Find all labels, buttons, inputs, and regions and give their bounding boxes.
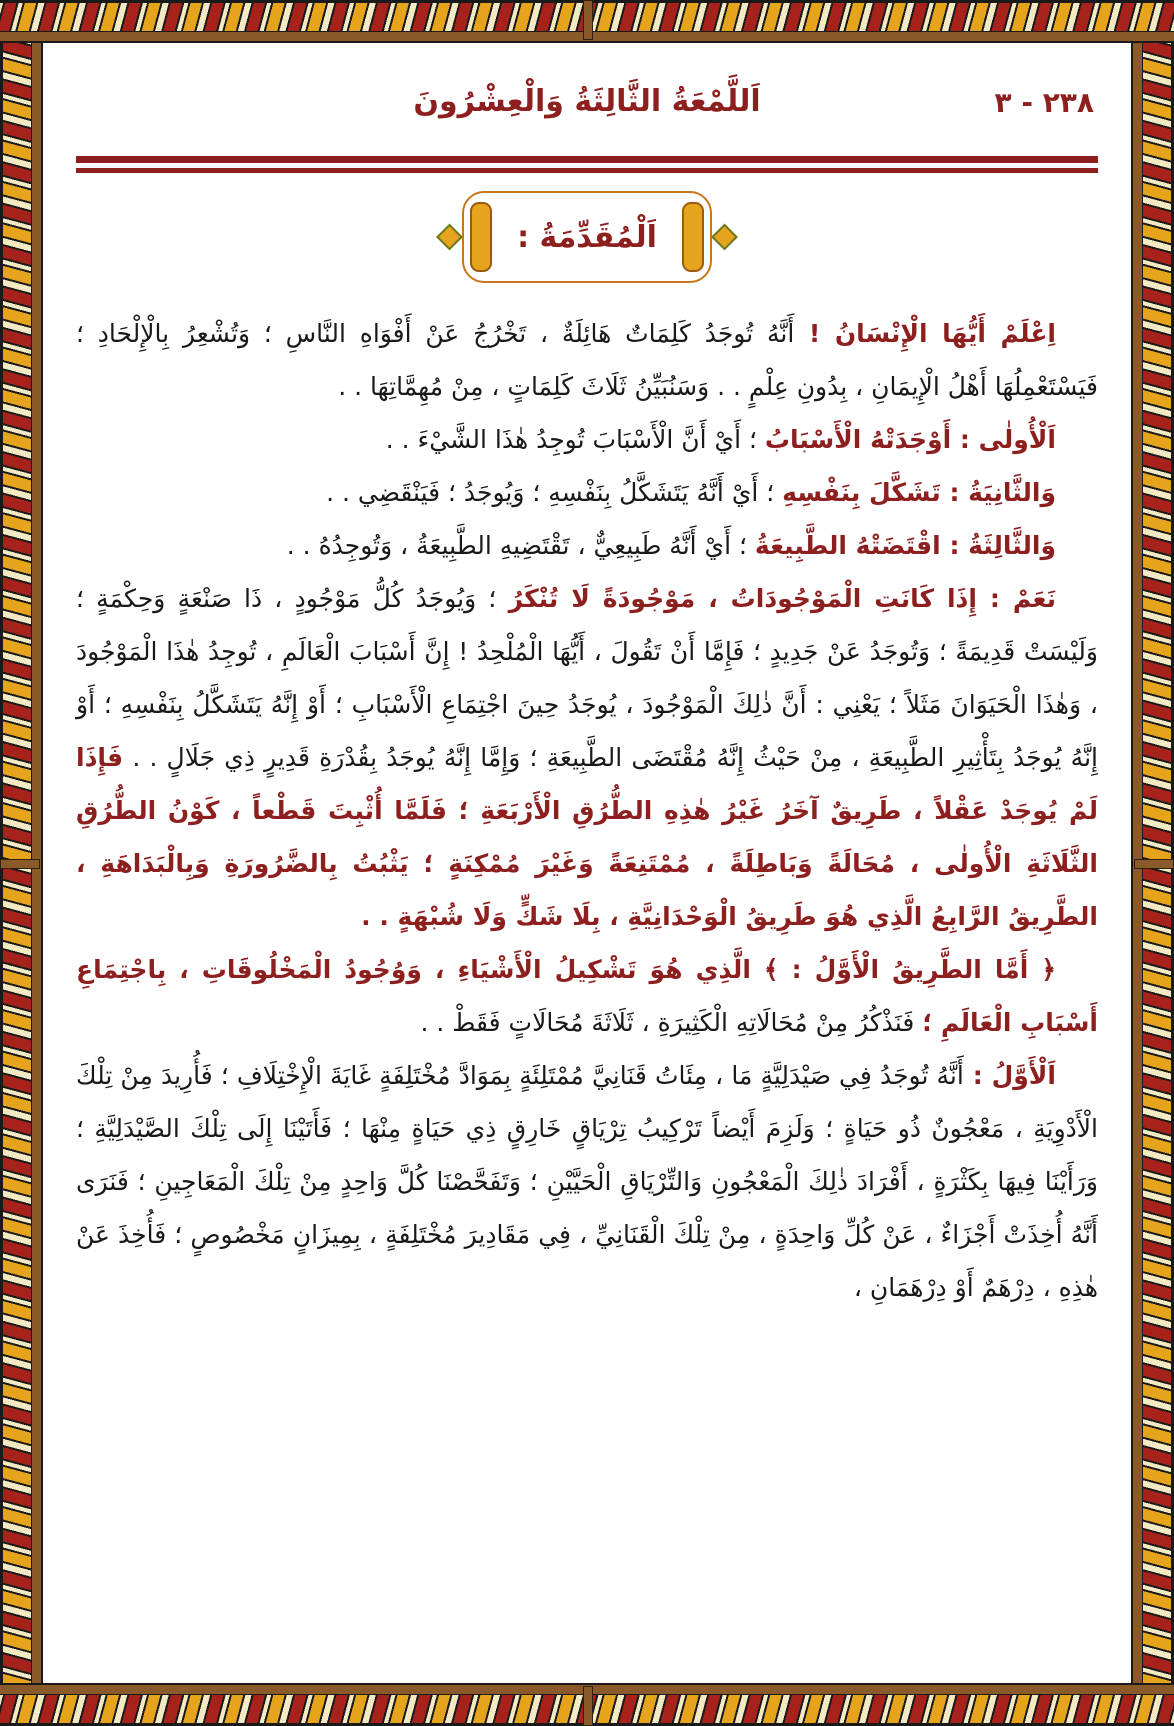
border-center-mark-top: [583, 0, 593, 40]
text-segment: فَنَذْكُرُ مِنْ مُحَالَاتِهِ الْكَثِيرَةِ ، ثَلَاثَةَ مُحَالَاتٍ فَقَطْ . .: [420, 1008, 923, 1037]
paragraph: [76, 1049, 1098, 1314]
text-segment: اِعْلَمْ أَيُّهَا الْإِنْسَانُ !: [794, 319, 1056, 348]
cartouche-floret-icon: [711, 224, 738, 251]
border-center-mark-right: [1134, 859, 1174, 869]
paragraph: [76, 307, 1098, 413]
paragraph: [76, 572, 1098, 943]
paragraph: [76, 466, 1098, 519]
cartouche-gold-bar-right: [682, 202, 704, 272]
text-segment: ؛ وَيُوجَدُ كُلُّ مَوْجُودٍ ، ذَا صَنْعَةٍ وَحِكْمَةٍ ؛ وَلَيْسَتْ قَدِيمَةً ؛ وَتُوجَدُ عَنْ جَدِيدٍ ؛ فَإِمَّا أَنْ تَقُولَ ، أَيُّهَا الْمُلْحِدُ ! إِنَّ أَسْبَابَ الْعَالَمِ ، تُوجِدُ هٰذَا الْمَوْجُودَ ، وَهٰذَا الْحَيَوَانَ مَثَلاً ؛ يَعْنِي : أَنَّ ذٰلِكَ الْمَوْجُودَ ، يُوجَدُ حِينَ اجْتِمَاعِ الْأَسْبَابِ ؛ أَوْ إِنَّهُ يَتَشَكَّلُ بِنَفْسِهِ ؛ أَوْ إِنَّهُ يُوجَدُ بِتَأْثِيرِ الطَّبِيعَةِ ، مِنْ حَيْثُ إِنَّهُ مُقْتَضَى الطَّبِيعَةِ ؛ وَإِمَّا إِنَّهُ يُوجَدُ بِقُدْرَةِ قَدِيرٍ ذِي جَلَالٍ . .: [76, 584, 1098, 772]
page-header: [76, 84, 1098, 136]
paragraph: [76, 519, 1098, 572]
paragraph: [76, 943, 1098, 1049]
text-segment: أَنَّهُ تُوجَدُ فِي صَيْدَلِيَّةٍ مَا ، مِئَاتُ قَنَانِيَّ مُمْتَلِئَةٍ بِمَوَادَّ مُخْتَلِفَةٍ غَايَةَ الْإِخْتِلَافِ ؛ فَأُرِيدَ مِنْ تِلْكَ الْأَدْوِيَةِ ، مَعْجُونٌ ذُو حَيَاةٍ ؛ وَلَزِمَ أَيْضاً تَرْكِيبُ تِرْيَاقٍ خَارِقٍ ذِي حَيَاةٍ مِنْهَا ؛ فَأَتَيْنَا إِلَى تِلْكَ الصَّيْدَلِيَّةِ ؛ وَرَأَيْنَا فِيهَا بِكَثْرَةٍ ، أَفْرَادَ ذٰلِكَ الْمَعْجُونِ وَالتِّرْيَاقِ الْحَيَّيْنِ ؛ وَتَفَحَّصْنَا كُلَّ وَاحِدٍ مِنْ تِلْكَ الْمَعَاجِينِ ؛ فَنَرَى أَنَّهُ أُخِذَتْ أَجْزَاءٌ ، عَنْ كُلِّ وَاحِدَةٍ ، مِنْ تِلْكَ الْقَنَانِيِّ ، فِي مَقَادِيرَ مُخْتَلِفَةٍ ، بِمِيزَانٍ مَخْصُوصٍ ؛ فَأُخِذَ عَنْ هٰذِهِ ، دِرْهَمٌ أَوْ دِرْهَمَانِ ،: [76, 1061, 1098, 1302]
text-segment: وَالثَّالِثَةُ : اقْتَضَتْهُ الطَّبِيعَةُ: [754, 531, 1056, 560]
text-segment: ﴿ أَمَّا الطَّرِيقُ الْأَوَّلُ : ﴾ الَّذِي هُوَ تَشْكِيلُ الْأَشْيَاءِ ، وَوُجُودُ الْمَخْلُوقَاتِ ، بِاجْتِمَاعِ أَسْبَابِ الْعَالَمِ ؛: [76, 955, 1098, 1037]
paragraph: [76, 413, 1098, 466]
section-heading: اَلْمُقَدِّمَةُ :: [509, 220, 665, 255]
text-segment: اَلْأَوَّلُ :: [963, 1061, 1056, 1090]
border-center-mark-left: [0, 859, 40, 869]
text-segment: ؛ أَيْ أَنَّهُ طَبِيعِيٌّ ، تَقْتَضِيهِ الطَّبِيعَةُ ، وَتُوجِدُهُ . .: [286, 531, 755, 560]
text-segment: أَنَّهُ تُوجَدُ كَلِمَاتٌ هَائِلَةٌ ، تَخْرُجُ عَنْ أَفْوَاهِ النَّاسِ ؛ وَتُشْعِرُ بِالْإِلْحَادِ ؛ فَيَسْتَعْمِلُهَا أَهْلُ الْإِيمَانِ ، بِدُونِ عِلْمٍ . . وَسَنُبَيِّنُ ثَلَاثَ كَلِمَاتٍ ، مِنْ مُهِمَّاتِهَا . .: [76, 319, 1098, 401]
page-number: ٢٣٨ - ٣: [994, 86, 1094, 119]
text-segment: ؛ أَيْ أَنَّهُ يَتَشَكَّلُ بِنَفْسِهِ ؛ وَيُوجَدُ ؛ فَيَنْقَضِي . .: [326, 478, 783, 507]
text-segment: نَعَمْ : إِذَا كَانَتِ الْمَوْجُودَاتُ ، مَوْجُودَةً لَا تُنْكَرُ: [508, 584, 1057, 613]
cartouche-floret-icon: [436, 224, 463, 251]
text-segment: فَإِذَا لَمْ يُوجَدْ عَقْلاً ، طَرِيقٌ آخَرُ غَيْرُ هٰذِهِ الطُّرُقِ الْأَرْبَعَةِ ؛ فَلَمَّا أُثْبِتَ قَطْعاً ، كَوْنُ الطُّرُقِ الثَّلَاثَةِ الْأُولٰى ، مُحَالَةً وَبَاطِلَةً ، مُمْتَنِعَةً وَغَيْرَ مُمْكِنَةٍ ؛ يَثْبُتُ بِالضَّرُورَةِ وَبِالْبَدَاهَةِ ، الطَّرِيقُ الرَّابِعُ الَّذِي هُوَ طَرِيقُ الْوَحْدَانِيَّةِ ، بِلَا شَكٍّ وَلَا شُبْهَةٍ . .: [76, 743, 1098, 931]
page-content: [40, 40, 1134, 1686]
header-divider: [76, 156, 1098, 173]
text-segment: وَالثَّانِيَةُ : تَشَكَّلَ بِنَفْسِهِ: [782, 478, 1056, 507]
border-center-mark-bottom: [583, 1686, 593, 1726]
text-segment: ؛ أَيْ أَنَّ الْأَسْبَابَ تُوجِدُ هٰذَا الشَّيْءَ . .: [385, 425, 765, 454]
text-segment: اَلْأُولٰى : أَوْجَدَتْهُ الْأَسْبَابُ: [764, 425, 1056, 454]
section-heading-cartouche: [432, 189, 742, 285]
body-text: [76, 307, 1098, 1314]
page-title: اَللَّمْعَةُ الثَّالِثَةُ وَالْعِشْرُونَ: [413, 84, 761, 119]
cartouche-gold-bar-left: [470, 202, 492, 272]
